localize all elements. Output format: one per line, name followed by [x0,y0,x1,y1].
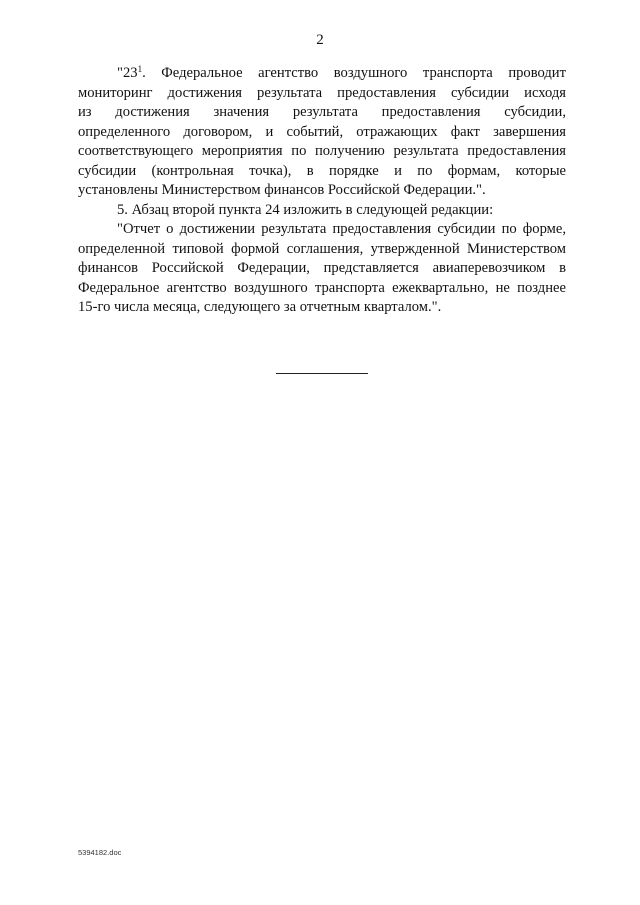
paragraph-23-1-line-5: соответствующего мероприятия по получению результата предоставления [78,143,566,159]
paragraph-23-1 [78,64,566,201]
paragraph-report-line-3: финансов Российской Федерации, представляется авиаперевозчиком в [78,260,566,276]
page-number: 2 [316,32,324,48]
end-divider [276,373,368,374]
clause-number: "23 [117,65,138,81]
paragraph-23-1-line-4: определенного договором, и событий, отражающих факт завершения [78,123,566,140]
paragraph-23-1-line-7: установлены Министерством финансов Российской Федерации.". [78,182,486,198]
clause-text-start: . Федеральное агентство воздушного транспорта проводит [142,65,566,81]
paragraph-5-instruction: 5. Абзац второй пункта 24 изложить в следующей редакции: [117,201,494,218]
document-body [78,64,566,318]
paragraph-report-line-4: Федеральное агентство воздушного транспорта ежеквартально, не позднее [78,279,566,296]
paragraph-report-line-5: 15-го числа месяца, следующего за отчетным кварталом.". [78,299,442,315]
paragraph-23-1-line-3: из достижения значения результата предоставления субсидии, [78,104,566,120]
clause-superscript: 1 [137,64,143,74]
paragraph-23-1-line-2: мониторинг достижения результата предоставления субсидии исходя [78,84,566,101]
paragraph-report-line-2: определенной типовой формой соглашения, утвержденной Министерством [78,240,566,257]
paragraph-report-line-1: "Отчет о достижении результата предоставления субсидии по форме, [117,221,566,237]
paragraph-report-text [78,220,566,318]
paragraph-23-1-line-1 [78,64,566,84]
paragraph-23-1-line-6: субсидии (контрольная точка), в порядке и по формам, которые [78,162,566,179]
file-code: 5394182.doc [78,848,122,857]
